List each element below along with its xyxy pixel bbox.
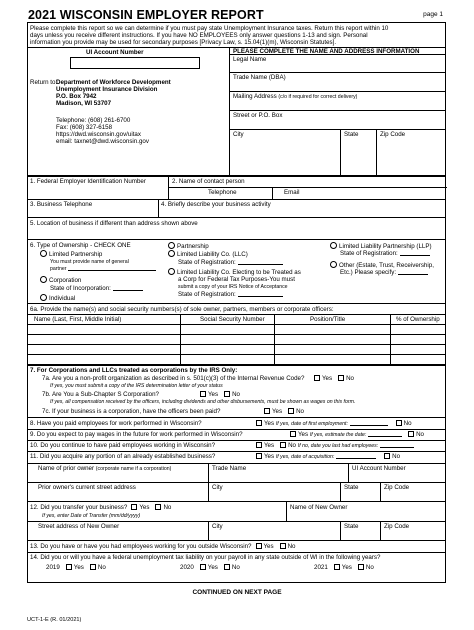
radio-icon[interactable] xyxy=(168,250,175,257)
q8-note: If yes, date of first employment: xyxy=(275,421,348,427)
intro-line-1: Please complete this report so we can determine if you must pay state Unemployment Insurance taxes. Return this report within 10 xyxy=(30,25,389,32)
year-text: 2019 xyxy=(46,564,60,571)
q6-individual-text: Individual xyxy=(49,295,76,302)
divider xyxy=(168,187,447,188)
divider xyxy=(286,501,287,521)
divider xyxy=(229,72,446,73)
q6-corporation[interactable] xyxy=(40,276,81,284)
divider xyxy=(28,314,445,315)
q13-text: 13. Do you have or have you had employees working for you outside Wisconsin? xyxy=(30,543,252,550)
checkbox-icon[interactable] xyxy=(131,504,137,510)
yes-text: Yes xyxy=(341,564,352,571)
q6-lp-note-1: You must provide name of general xyxy=(50,259,129,265)
divider xyxy=(348,463,349,482)
checkbox-icon[interactable] xyxy=(314,375,320,381)
q13-label xyxy=(30,543,296,550)
yes-text: Yes xyxy=(208,391,219,398)
checkbox-icon[interactable] xyxy=(66,564,72,570)
q2-email-label: Email xyxy=(284,189,300,196)
divider xyxy=(380,482,381,501)
checkbox-icon[interactable] xyxy=(256,442,262,448)
radio-icon[interactable] xyxy=(330,242,337,249)
q6-corp-text: Corporation xyxy=(49,277,82,284)
mailing-address-label xyxy=(233,93,357,100)
divider xyxy=(229,110,446,111)
q9-label: 9. Do you expect to pay wages in the future for work performed in Wisconsin? xyxy=(30,431,243,438)
q6-partnership-text: Partnership xyxy=(177,243,209,250)
checkbox-icon[interactable] xyxy=(280,442,286,448)
q6-llc-corp-state xyxy=(178,291,283,298)
no-text: No xyxy=(287,543,296,550)
year-text: 2020 xyxy=(180,564,194,571)
ui-account-label-2: UI Account Number xyxy=(352,465,406,472)
yes-text: Yes xyxy=(272,408,283,415)
q6-other-text: Other (Estate, Trust, Receivership, xyxy=(339,262,434,269)
q6a-col-title: Position/Title xyxy=(310,316,346,323)
q6a-col-name: Name (Last, First, Middle Initial) xyxy=(34,316,122,323)
checkbox-icon[interactable] xyxy=(155,504,161,510)
yes-text: Yes xyxy=(139,504,150,511)
radio-icon[interactable] xyxy=(168,268,175,275)
ui-account-label: UI Account Number xyxy=(86,49,144,56)
checkbox-icon[interactable] xyxy=(396,420,402,426)
prior-owner-text: Name of prior owner xyxy=(38,465,95,472)
yes-text: Yes xyxy=(263,543,274,550)
q14-year-3 xyxy=(314,564,374,571)
page-number: page 1 xyxy=(423,11,443,18)
checkbox-icon[interactable] xyxy=(358,564,364,570)
q10-note: If no, date you last had employees: xyxy=(297,443,379,449)
return-to-label: Return to: xyxy=(30,79,58,86)
mailing-address-text: Mailing Address xyxy=(233,93,277,100)
prior-owner-label xyxy=(38,465,171,472)
q6-corp-state xyxy=(50,285,143,292)
q6-llc-text: Limited Liability Co. (LLC) xyxy=(177,251,248,258)
q8-yes[interactable] xyxy=(254,420,412,427)
q6a-col-ssn: Social Security Number xyxy=(200,316,265,323)
mailing-address-note: (c/o if required for correct delivery) xyxy=(278,94,358,100)
yes-text: Yes xyxy=(264,442,275,449)
divider xyxy=(208,521,209,540)
divider xyxy=(28,334,445,335)
q6-other-specify xyxy=(340,269,428,276)
trade-name-label: Trade Name (DBA) xyxy=(233,74,286,81)
ui-account-field[interactable] xyxy=(70,57,200,69)
q9-note: If yes, estimate the date: xyxy=(309,432,367,438)
q7a-note: If yes, you must submit a copy of the IRS determination letter of your status xyxy=(50,383,223,389)
q2-telephone-label: Telephone xyxy=(208,189,237,196)
yes-text: Yes xyxy=(73,564,84,571)
checkbox-icon[interactable] xyxy=(256,420,262,426)
new-street-label: Street address of New Owner xyxy=(38,523,120,530)
prior-owner-note: (corporate name if a corporation) xyxy=(95,466,172,472)
yes-text: Yes xyxy=(264,453,275,460)
no-text: No xyxy=(97,564,106,571)
divider xyxy=(28,217,445,218)
divider xyxy=(272,187,273,199)
zip-label: Zip Code xyxy=(380,131,406,138)
divider xyxy=(28,175,445,177)
q6-llc-state-field[interactable] xyxy=(238,259,283,265)
q6-llc-corp-state-field[interactable] xyxy=(238,291,283,297)
intro-line-3: information you provide may be used for secondary purposes [Privacy Law, s. 15.04(1)(m), Wisconsin Statutes]. xyxy=(30,39,337,46)
q6-llc-state xyxy=(178,259,283,266)
radio-icon[interactable] xyxy=(40,276,47,283)
city-state: Madison, WI 53707 xyxy=(56,100,112,107)
prior-street-label: Prior owner's current street address xyxy=(38,484,136,491)
checkbox-icon[interactable] xyxy=(224,391,230,397)
divider xyxy=(28,521,445,522)
divider xyxy=(376,129,377,175)
divider xyxy=(274,314,275,364)
street-label: Street or P.O. Box xyxy=(233,112,283,119)
checkbox-icon[interactable] xyxy=(200,564,206,570)
website: https://dwd.wisconsin.gov/uitax xyxy=(56,131,141,138)
q11-label: 11. Did you acquire any portion of an already established business? xyxy=(30,453,216,460)
q6-llc-corp-state-text: State of Registration: xyxy=(178,291,236,298)
divider xyxy=(28,354,445,355)
year-text: 2021 xyxy=(314,564,328,571)
q12-label xyxy=(30,504,171,511)
q3-label: 3. Business Telephone xyxy=(30,201,93,208)
q7b-note: If yes, all compensation received by the officers, including dividends and other disbursements, must be shown as wages on this form. xyxy=(50,399,356,405)
new-zip-label: Zip Code xyxy=(384,523,410,530)
prior-state-label: State xyxy=(344,484,359,491)
q7-label: 7. For Corporations and LLCs treated as corporations by the IRS Only: xyxy=(30,367,238,374)
po-box: P.O. Box 7942 xyxy=(56,93,97,100)
trade-name-label: Trade Name xyxy=(212,465,247,472)
q6-lp-text: Limited Partnership xyxy=(49,251,103,258)
q8-label: 8. Have you paid employees for work performed in Wisconsin? xyxy=(30,420,202,427)
q6-llp-text: Limited Liability Partnership (LLP) xyxy=(339,243,432,250)
yes-text: Yes xyxy=(264,420,275,427)
q6a-col-ownership: % of Ownership xyxy=(396,316,440,323)
q6-corp-state-field[interactable] xyxy=(113,285,143,291)
q6-individual[interactable] xyxy=(40,294,75,302)
fax: Fax: (608) 327-6158 xyxy=(56,124,113,131)
q14-label: 14. Did you or will you have a federal unemployment tax liability on your payroll in any state outside of WI in the following years? xyxy=(30,554,381,561)
address-heading: PLEASE COMPLETE THE NAME AND ADDRESS INFORMATION xyxy=(233,48,420,55)
q6-llp-state-text: State of Registration: xyxy=(340,250,398,257)
q2-label: 2. Name of contact person xyxy=(172,178,245,185)
checkbox-icon[interactable] xyxy=(200,391,206,397)
q6-llc-corp-line-2: a Corp for Federal Tax Purposes-You must xyxy=(178,276,295,283)
divider xyxy=(340,129,341,175)
new-city-label: City xyxy=(212,523,223,530)
divider xyxy=(180,314,181,364)
q1-label: 1. Federal Employer Identification Number xyxy=(30,178,146,185)
no-text: No xyxy=(163,504,172,511)
q11-date-field[interactable] xyxy=(336,453,376,459)
divider xyxy=(28,540,445,541)
divider xyxy=(229,47,230,175)
divider xyxy=(229,91,446,92)
q6-lp-partner-field[interactable] xyxy=(68,265,156,271)
divider xyxy=(28,324,445,325)
q4-label: 4. Briefly describe your business activity xyxy=(161,201,271,208)
yes-text: Yes xyxy=(298,431,309,438)
checkbox-icon[interactable] xyxy=(408,431,414,437)
no-text: No xyxy=(403,420,412,427)
division-name: Unemployment Insurance Division xyxy=(56,86,158,93)
q8-date-field[interactable] xyxy=(350,420,388,426)
divider xyxy=(340,482,341,501)
q6-label: 6. Type of Ownership - CHECK ONE xyxy=(30,242,131,249)
divider xyxy=(28,429,445,430)
q6-lp-note-2-text: partner xyxy=(50,266,67,272)
form-title: 2021 WISCONSIN EMPLOYER REPORT xyxy=(28,8,264,22)
email: email: taxnet@dwd.wisconsin.gov xyxy=(56,138,149,145)
q14-year-1 xyxy=(46,564,106,571)
checkbox-icon[interactable] xyxy=(264,408,270,414)
divider xyxy=(158,199,159,217)
divider xyxy=(340,521,341,540)
divider xyxy=(28,463,445,464)
checkbox-icon[interactable] xyxy=(280,543,286,549)
checkbox-icon[interactable] xyxy=(290,431,296,437)
q7a-label: 7a. Are you a non-profit organization as described in s. 501(c)(3) of the Internal Revenue Code? xyxy=(42,375,305,382)
q6-limited-partnership[interactable] xyxy=(40,250,102,258)
city-label: City xyxy=(233,131,244,138)
no-text: No xyxy=(365,564,374,571)
divider xyxy=(380,521,381,540)
new-state-label: State xyxy=(344,523,359,530)
yes-text: Yes xyxy=(207,564,218,571)
divider xyxy=(28,303,445,304)
q7c-label: 7c. If your business is a corporation, have the officers been paid? xyxy=(42,408,221,415)
checkbox-icon[interactable] xyxy=(256,453,262,459)
q9-yes[interactable] xyxy=(288,431,424,438)
q6-other-specify-text: Etc.) Please specify: xyxy=(340,269,397,276)
divider xyxy=(28,199,445,200)
new-owner-label: Name of New Owner xyxy=(290,504,348,511)
q7c-yes[interactable] xyxy=(262,408,304,415)
checkbox-icon[interactable] xyxy=(384,453,390,459)
no-text: No xyxy=(346,375,355,382)
no-text: No xyxy=(416,431,424,438)
form-frame xyxy=(27,22,446,583)
q14-year-2 xyxy=(180,564,240,571)
q7a-yes[interactable] xyxy=(312,375,354,382)
continued-notice: CONTINUED ON NEXT PAGE xyxy=(192,589,282,596)
divider xyxy=(28,552,445,553)
legal-name-label: Legal Name xyxy=(233,56,267,63)
no-text: No xyxy=(288,442,297,449)
q7b-yes[interactable] xyxy=(198,391,240,398)
checkbox-icon[interactable] xyxy=(90,564,96,570)
q10-label: 10. Do you continue to have paid employees working in Wisconsin? xyxy=(30,442,216,449)
prior-zip-label: Zip Code xyxy=(384,484,410,491)
q10-date-field[interactable] xyxy=(380,442,414,448)
q6-lp-note-2 xyxy=(50,265,156,272)
no-text: No xyxy=(296,408,305,415)
radio-icon[interactable] xyxy=(40,250,47,257)
form-id: UCT-1-E (R. 01/2021) xyxy=(27,617,82,623)
q6-llc-corp-line-3: submit a copy of your IRS Notice of Acceptance xyxy=(178,284,288,290)
divider xyxy=(28,482,445,483)
divider xyxy=(28,417,445,418)
q6-llp-state-field[interactable] xyxy=(400,250,430,256)
q12-text: 12. Did you transfer your business? xyxy=(30,504,128,511)
checkbox-icon[interactable] xyxy=(338,375,344,381)
divider xyxy=(390,314,391,364)
no-text: No xyxy=(392,453,401,460)
q6-llc-corp-text: Limited Liability Co. Electing to be Treated as xyxy=(177,269,301,276)
state-label: State xyxy=(344,131,359,138)
yes-text: Yes xyxy=(322,375,333,382)
radio-icon[interactable] xyxy=(168,242,175,249)
divider xyxy=(28,501,445,502)
radio-icon[interactable] xyxy=(330,261,337,268)
dept-name: Department of Workforce Development xyxy=(56,79,171,86)
checkbox-icon[interactable] xyxy=(256,543,262,549)
divider xyxy=(229,129,446,130)
q5-label: 5. Location of business if different than address shown above xyxy=(30,220,198,227)
q6-corp-state-text: State of Incorporation: xyxy=(50,285,111,292)
q6-llc-state-text: State of Registration: xyxy=(178,259,236,266)
q12-note: If yes, enter Date of Transfer (mm/dd/yyyy) xyxy=(42,513,141,519)
telephone: Telephone: (608) 261-6700 xyxy=(56,117,131,124)
checkbox-icon[interactable] xyxy=(334,564,340,570)
q6-other-field[interactable] xyxy=(398,269,428,275)
divider xyxy=(28,344,445,345)
q6-llp-state xyxy=(340,250,430,257)
intro-line-2: days unless you receive different instructions. If you have NO EMPLOYEES only answer questions 1-13 and sign. Personal xyxy=(30,32,368,39)
divider xyxy=(28,440,445,441)
divider xyxy=(28,239,445,240)
q7b-label: 7b. Are You a Sub-Chapter S Corporation? xyxy=(42,391,159,398)
prior-city-label: City xyxy=(212,484,223,491)
q11-note: If yes, date of acquisition: xyxy=(275,454,335,460)
divider xyxy=(28,364,445,366)
q9-date-field[interactable] xyxy=(368,431,402,437)
q6a-label: 6a. Provide the name(s) and social security numbers(s) of sole owner, partners, members or corporate officers: xyxy=(30,306,334,313)
checkbox-icon[interactable] xyxy=(224,564,230,570)
no-text: No xyxy=(231,564,240,571)
radio-icon[interactable] xyxy=(40,294,47,301)
q10-yes[interactable] xyxy=(254,442,414,449)
q6-llc[interactable] xyxy=(168,250,248,258)
divider xyxy=(28,451,445,452)
q11-yes[interactable] xyxy=(254,453,400,460)
no-text: No xyxy=(232,391,241,398)
checkbox-icon[interactable] xyxy=(288,408,294,414)
